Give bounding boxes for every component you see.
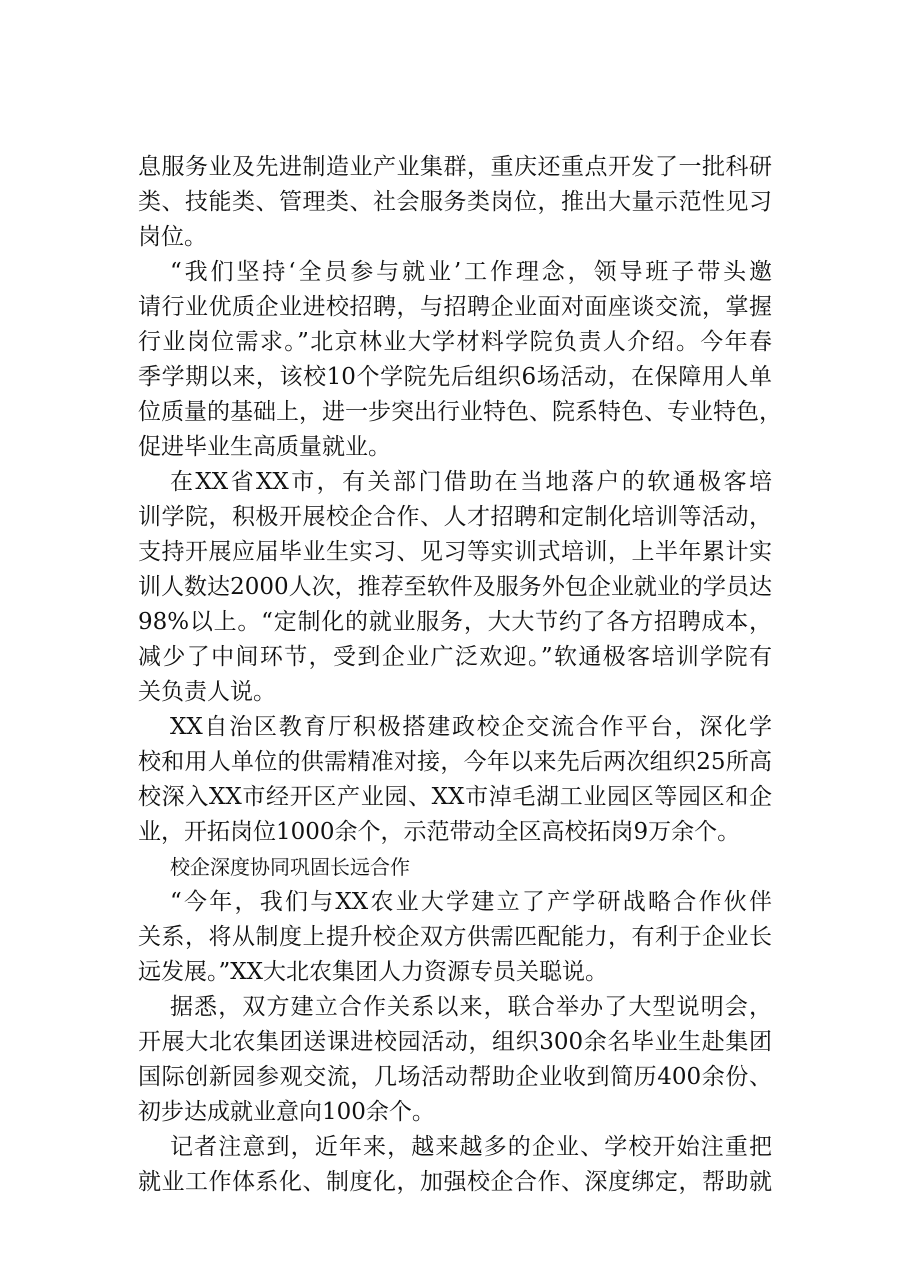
text-line: 校和用人单位的供需精准对接，今年以来先后两次组织25所高 — [138, 749, 772, 775]
text-line: 支持开展应届毕业生实习、见习等实训式培训，上半年累计实 — [138, 539, 772, 565]
text-line: 训学院，积极开展校企合作、人才招聘和定制化培训等活动， — [138, 504, 772, 530]
text-line: 类、技能类、管理类、社会服务类岗位，推出大量示范性见习 — [138, 189, 772, 215]
paragraph-first-line: “我们坚持‘全员参与就业’工作理念，领导班子带头邀 — [170, 259, 772, 285]
text-line: 关负责人说。 — [138, 679, 276, 705]
text-line: 98%以上。“定制化的就业服务，大大节约了各方招聘成本， — [138, 609, 772, 635]
paragraph-first-line: 据悉，双方建立合作关系以来，联合举办了大型说明会， — [170, 994, 772, 1020]
text-line: 请行业优质企业进校招聘，与招聘企业面对面座谈交流，掌握 — [138, 294, 772, 320]
text-line: 初步达成就业意向100余个。 — [138, 1099, 435, 1125]
article-body — [138, 150, 782, 1200]
paragraph-first-line: 记者注意到，近年来，越来越多的企业、学校开始注重把 — [170, 1134, 772, 1160]
paragraph-first-line: 在XX省XX市，有关部门借助在当地落户的软通极客培 — [170, 469, 772, 495]
text-line: 业，开拓岗位1000余个，示范带动全区高校拓岗9万余个。 — [138, 819, 741, 845]
text-line: 开展大北农集团送课进校园活动，组织300余名毕业生赴集团 — [138, 1029, 772, 1055]
text-line: 息服务业及先进制造业产业集群，重庆还重点开发了一批科研 — [138, 154, 772, 180]
section-subheading: 校企深度协同巩固长远合作 — [170, 855, 410, 879]
text-line: 就业工作体系化、制度化，加强校企合作、深度绑定，帮助就 — [138, 1169, 772, 1195]
paragraph-first-line: XX自治区教育厅积极搭建政校企交流合作平台，深化学 — [170, 714, 772, 740]
text-line: 校深入XX市经开区产业园、XX市淖毛湖工业园区等园区和企 — [138, 784, 772, 810]
text-line: 行业岗位需求。”北京林业大学材料学院负责人介绍。今年春 — [138, 329, 772, 355]
text-line: 训人数达2000人次，推荐至软件及服务外包企业就业的学员达 — [138, 574, 772, 600]
text-line: 季学期以来，该校10个学院先后组织6场活动，在保障用人单 — [138, 364, 772, 390]
text-line: 远发展。”XX大北农集团人力资源专员关聪说。 — [138, 959, 609, 985]
paragraph-first-line: “今年，我们与XX农业大学建立了产学研战略合作伙伴 — [170, 889, 772, 915]
text-line: 国际创新园参观交流，几场活动帮助企业收到简历400余份、 — [138, 1064, 772, 1090]
text-line: 关系，将从制度上提升校企双方供需匹配能力，有利于企业长 — [138, 924, 772, 950]
text-line: 促进毕业生高质量就业。 — [138, 434, 391, 460]
text-line: 位质量的基础上，进一步突出行业特色、院系特色、专业特色， — [138, 399, 782, 425]
text-line: 减少了中间环节，受到企业广泛欢迎。”软通极客培训学院有 — [138, 644, 772, 670]
text-line: 岗位。 — [138, 224, 207, 250]
